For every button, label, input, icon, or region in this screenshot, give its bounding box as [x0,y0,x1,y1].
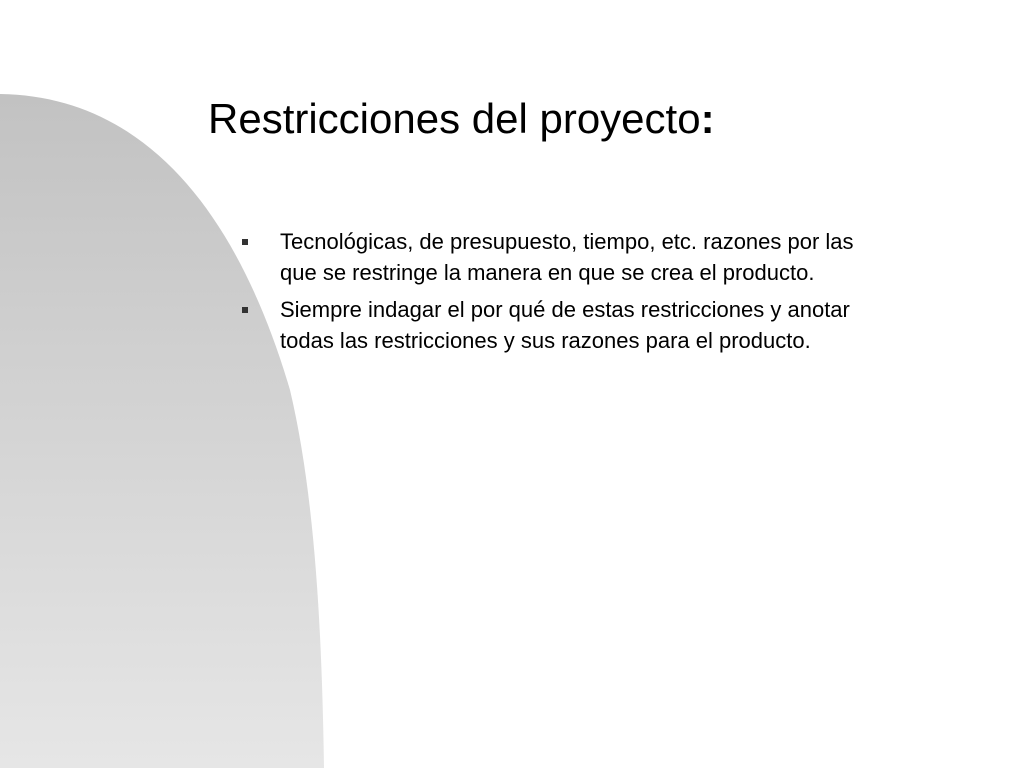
slide-title-text: Restricciones del proyecto [208,95,701,142]
slide-title-colon: : [700,95,715,142]
bullet-item [242,294,862,356]
bullet-list [242,226,862,362]
slide-title [208,92,715,146]
square-bullet-icon [242,239,248,245]
bullet-item [242,226,862,288]
bullet-text: Tecnológicas, de presupuesto, tiempo, etc. razones por las que se restringe la manera en que se crea el producto. [280,229,854,285]
square-bullet-icon [242,307,248,313]
bullet-text: Siempre indagar el por qué de estas restricciones y anotar todas las restricciones y sus razones para el producto. [280,297,850,353]
